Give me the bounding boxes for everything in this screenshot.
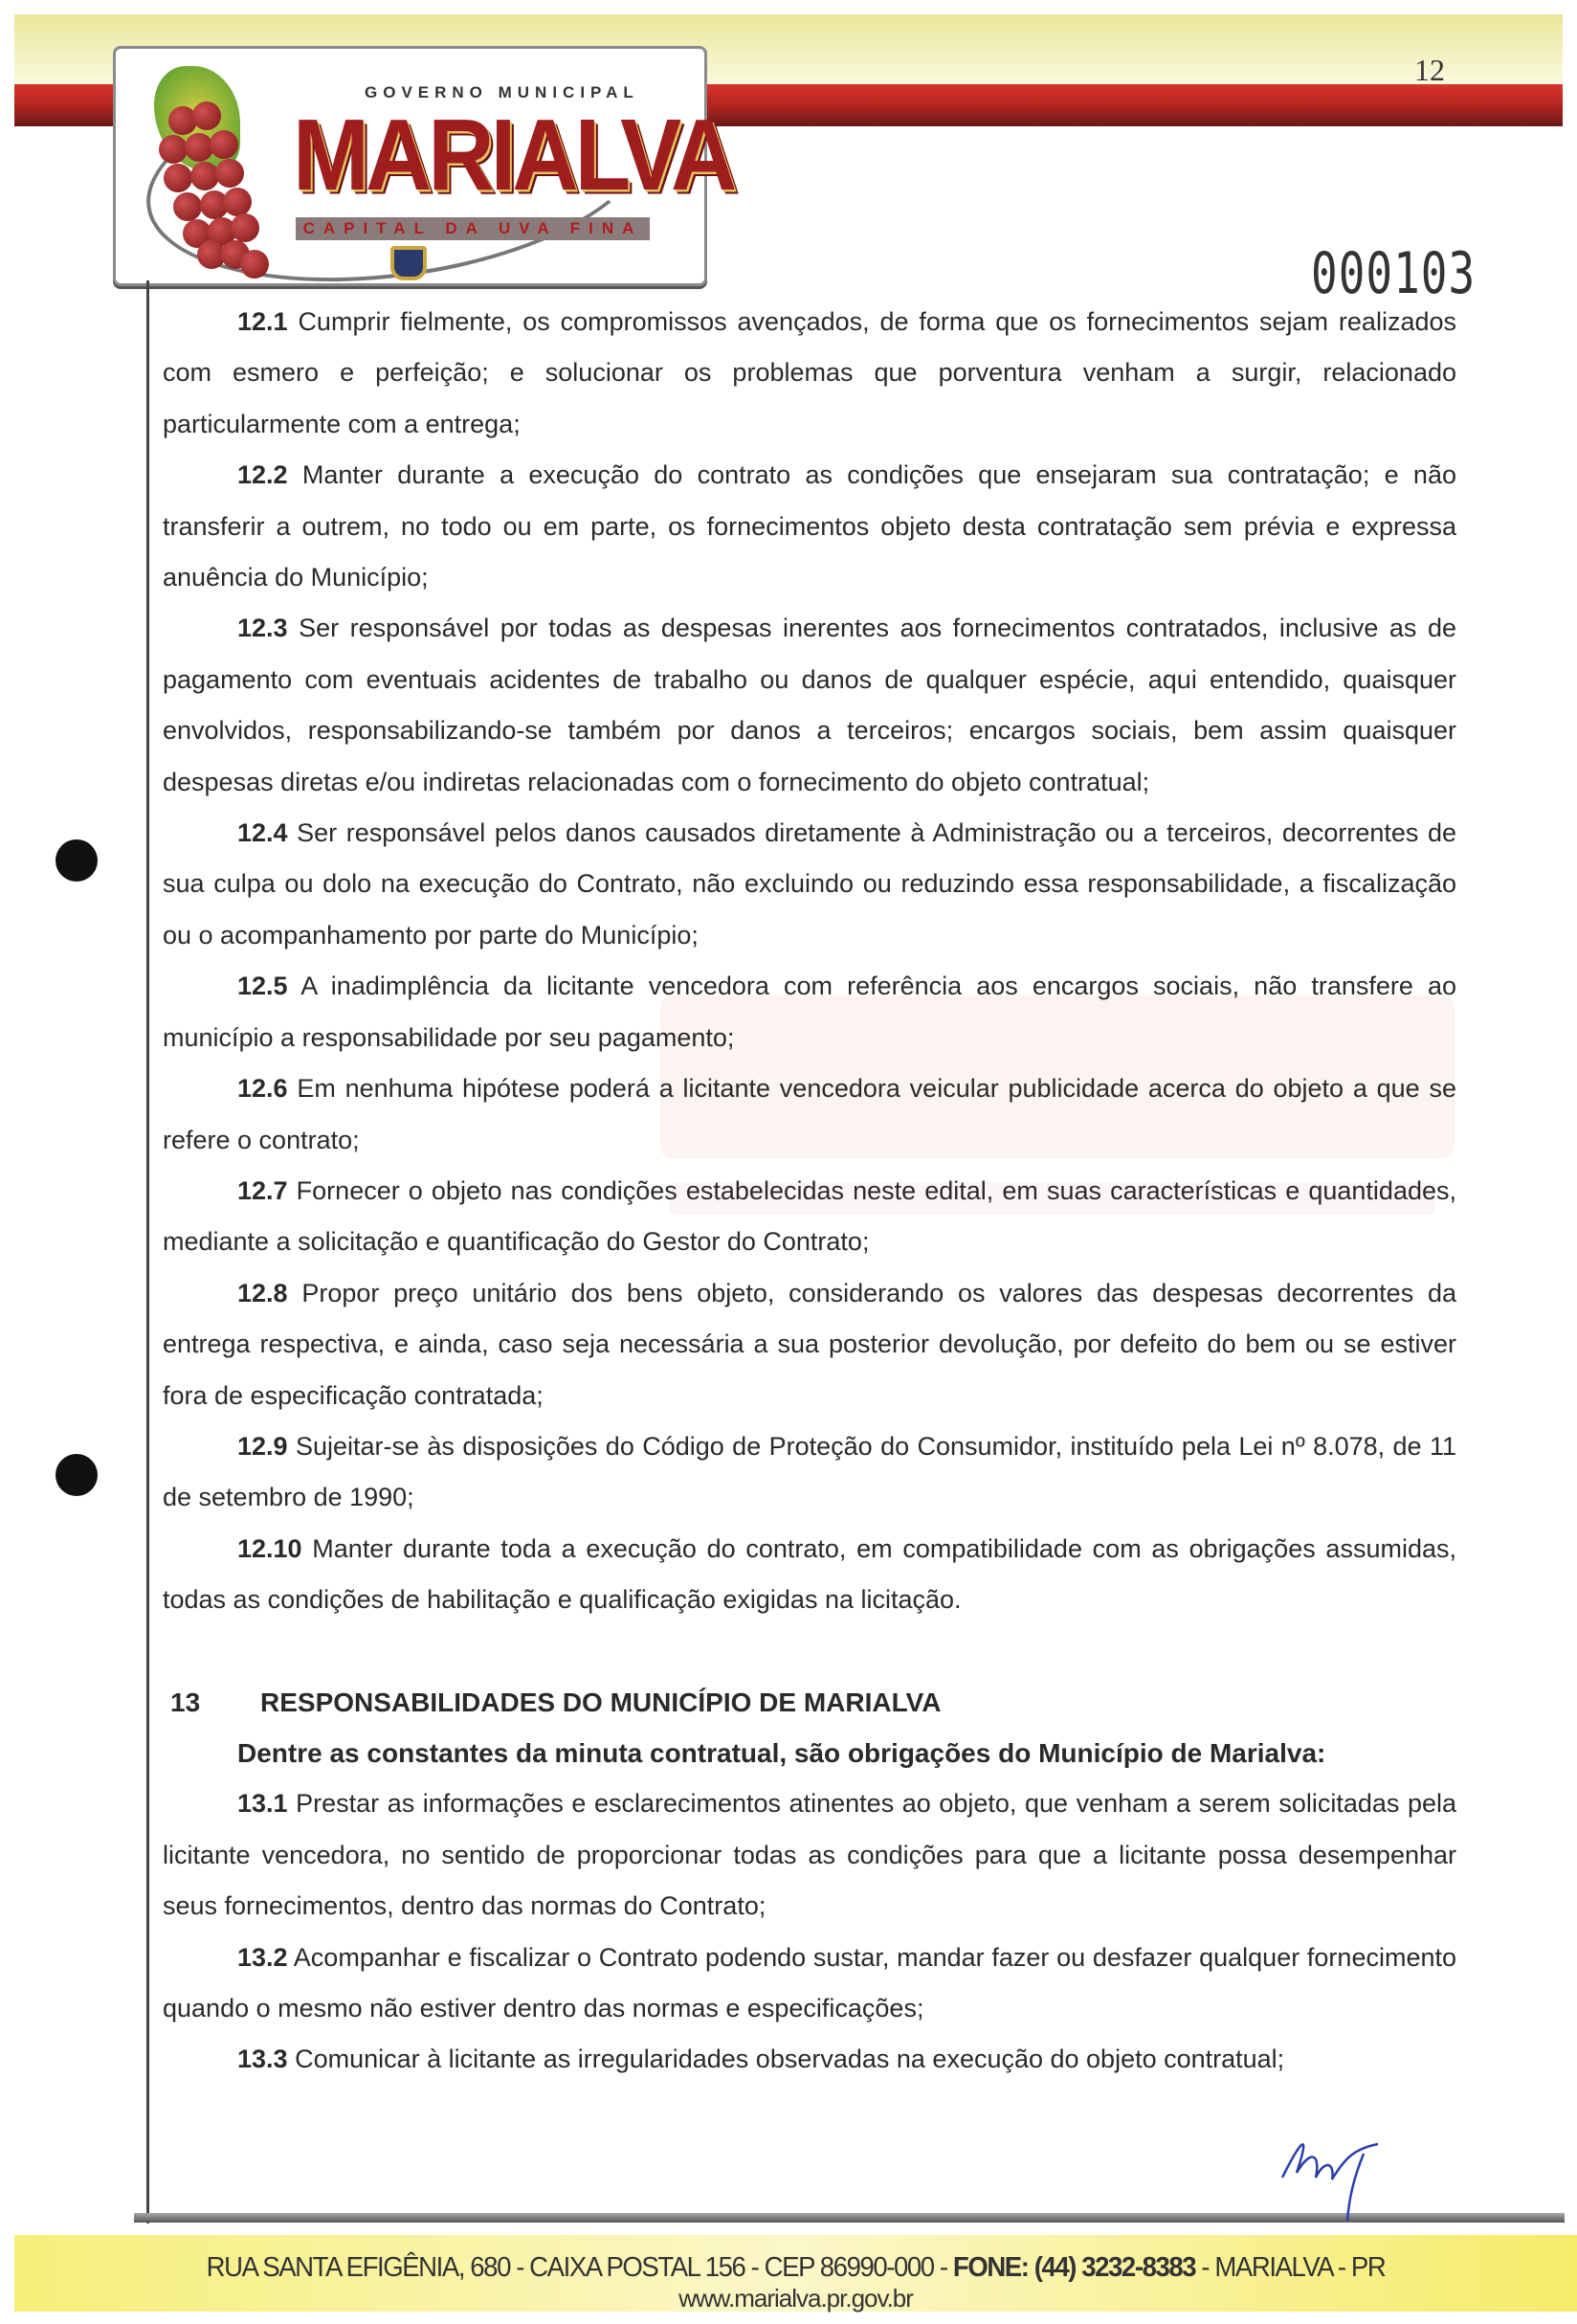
clause-paragraph (163, 1778, 1456, 1932)
clause-number: 12.7 (237, 1175, 288, 1205)
clause-text: Ser responsável por todas as despesas inerentes aos fornecimentos contratados, inclusive as de pagamento com eventuais acidentes de trabalho ou danos de qualquer espécie, aqui entendido, quaisquer envolvidos, responsabilizando-se também por danos a terceiros; encargos sociais, bem assim quaisquer despesas diretas e/ou indiretas relacionadas com o fornecimento do objeto contratual; (163, 614, 1456, 796)
footer-address: RUA SANTA EFIGÊNIA, 680 - CAIXA POSTAL 156 - CEP 86990-000 - FONE: (44) 3232-8383 - MARIALVA - PR (206, 2252, 1386, 2283)
clause-number: 12.3 (237, 614, 288, 643)
grape-icon (164, 164, 192, 192)
signature (1273, 2120, 1397, 2225)
grape-icon (223, 188, 252, 216)
clause-text: Fornecer o objeto nas condições estabelecidas neste edital, em suas características e quantidades, mediante a solicitação e quantificação do Gestor do Contrato; (163, 1175, 1456, 1257)
clause-paragraph (163, 450, 1456, 603)
clause-number: 12.1 (237, 307, 288, 336)
clause-paragraph (163, 1524, 1456, 1626)
logo-name: MARIALVA (293, 99, 734, 212)
clause-number: 12.10 (237, 1533, 302, 1563)
grape-icon (173, 192, 202, 221)
punch-hole (56, 1454, 98, 1496)
clause-text: Comunicar à licitante as irregularidades observadas na execução do objeto contratual; (295, 2045, 1285, 2074)
clause-paragraph (163, 603, 1456, 808)
page-number: 12 (1414, 53, 1445, 87)
logo-slogan: CAPITAL DA UVA FINA (296, 217, 650, 240)
clause-paragraph (163, 297, 1456, 450)
clause-text: Manter durante a execução do contrato as condições que ensejaram sua contratação; e não transferir a outrem, no todo ou em parte, os fornecimentos objeto desta contratação sem prévia e expressa anuência do Município; (163, 460, 1456, 592)
document-body (163, 297, 1456, 2086)
section-subtitle: Dentre as constantes da minuta contratual, são obrigações do Município de Marialva: (237, 1737, 1326, 1768)
coat-of-arms-icon (390, 246, 427, 280)
clause-text: Manter durante toda a execução do contrato, em compatibilidade com as obrigações assumidas, todas as condições de habilitação e qualificação exigidas na licitação. (163, 1533, 1456, 1615)
clause-number: 13.2 (237, 1942, 288, 1972)
grape-icon (240, 250, 269, 279)
clause-paragraph (163, 1166, 1456, 1268)
clause-number: 13.1 (237, 1789, 288, 1819)
clause-text: Cumprir fielmente, os compromissos avençados, de forma que os fornecimentos sejam realizados com esmero e perfeição; e solucionar os problemas que porventura venham a surgir, relacionado particularmente com a entrega; (163, 307, 1456, 438)
marialva-logo (113, 46, 734, 286)
clause-text: Ser responsável pelos danos causados diretamente à Administração ou a terceiros, decorrentes de sua culpa ou dolo na execução do Contrato, não excluindo ou reduzindo essa responsabilidade, a fiscalização ou o acompanhamento por parte do Município; (163, 818, 1456, 950)
clause-paragraph (163, 2034, 1456, 2085)
clause-number: 13.3 (237, 2045, 288, 2074)
grape-icon (210, 130, 238, 159)
clause-paragraph (163, 1933, 1456, 2035)
clause-paragraph (163, 808, 1456, 961)
stamp-number: 000103 (1311, 238, 1477, 307)
clause-text: Em nenhuma hipótese poderá a licitante vencedora veicular publicidade acerca do objeto a que se refere o contrato; (163, 1074, 1456, 1154)
grape-icon (231, 213, 259, 242)
clause-paragraph (163, 1063, 1456, 1166)
clause-number: 12.2 (237, 460, 288, 490)
clause-number: 12.9 (237, 1431, 288, 1461)
left-border-line (146, 280, 149, 2223)
clause-number: 12.8 (237, 1278, 288, 1307)
clause-text: Sujeitar-se às disposições do Código de Proteção do Consumidor, instituído pela Lei nº 8.078, de 11 de setembro de 1990; (163, 1431, 1456, 1512)
clause-number: 12.6 (237, 1074, 288, 1104)
grape-icon (215, 159, 244, 188)
clause-text: A inadimplência da licitante vencedora com referência aos encargos sociais, não transfere ao município a responsabilidade por seu pagamento; (163, 972, 1457, 1052)
grape-icon (159, 135, 188, 164)
clause-number: 12.5 (237, 972, 288, 1001)
clause-paragraph (163, 1421, 1456, 1524)
clause-paragraph (163, 1268, 1456, 1421)
clause-text: Propor preço unitário dos bens objeto, considerando os valores das despesas decorrentes da entrega respectiva, e ainda, caso seja necessária a sua posterior devolução, por defeito do bem ou se estiver fora de especificação contratada; (163, 1278, 1456, 1410)
footer-website[interactable]: www.marialva.pr.gov.br (678, 2284, 913, 2313)
clause-paragraph (163, 961, 1456, 1063)
logo-top-text: GOVERNO MUNICIPAL (365, 83, 639, 101)
clause-text: Prestar as informações e esclarecimentos atinentes ao objeto, que venham a serem solicitadas pela licitante vencedora, no sentido de proporcionar todas as condições para que a licitante possa desempenhar seus fornecimentos, dentro das normas do Contrato; (163, 1789, 1456, 1921)
punch-hole (56, 839, 98, 882)
clause-text: Acompanhar e fiscalizar o Contrato podendo sustar, mandar fazer ou desfazer qualquer fornecimento quando o mesmo não estiver dentro das normas e especificações; (163, 1942, 1456, 2022)
grape-icon (192, 101, 221, 130)
clause-number: 12.4 (237, 818, 288, 848)
section-heading: 13 RESPONSABILIDADES DO MUNICÍPIO DE MARIALVA (170, 1687, 942, 1717)
footer (14, 2235, 1577, 2312)
